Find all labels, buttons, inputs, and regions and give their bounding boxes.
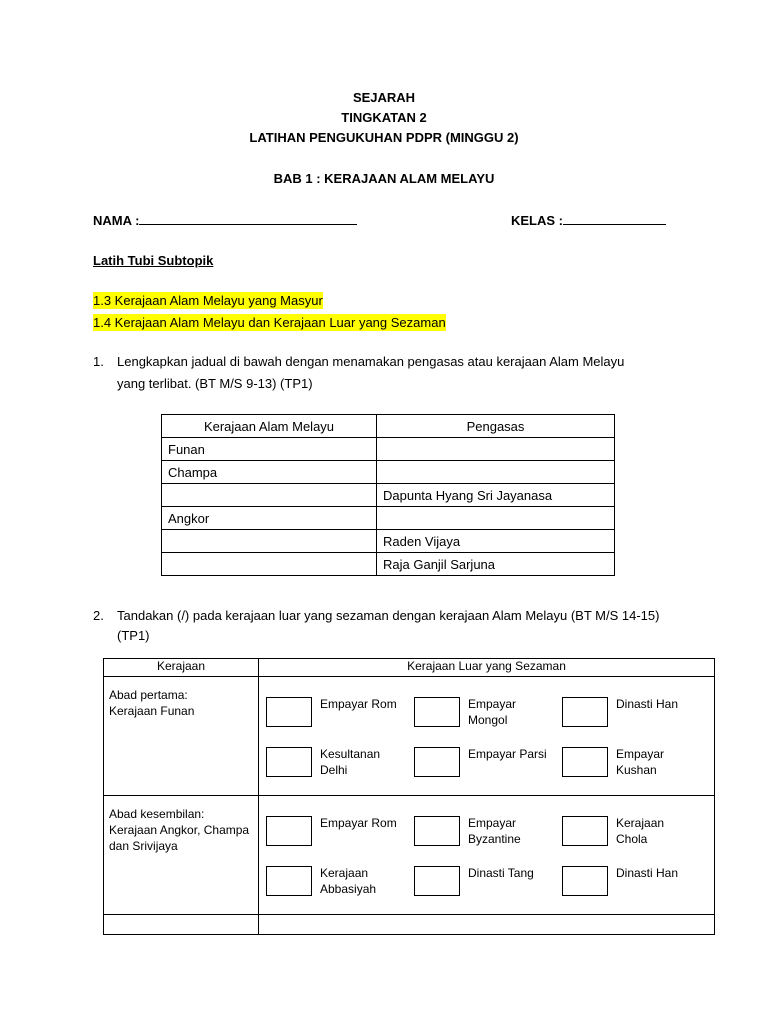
option-label: Dinasti Tang: [468, 866, 534, 880]
option-label: Empayar Parsi: [468, 747, 547, 761]
name-field[interactable]: [93, 212, 357, 228]
class-field[interactable]: [511, 212, 666, 228]
subtopic-2: [93, 315, 446, 330]
table-row: [162, 530, 615, 553]
option-label: Dinasti Han: [616, 866, 679, 880]
subtopic-1-text: 1.3 Kerajaan Alam Melayu yang Masyur: [93, 293, 323, 308]
q2-group-1-options: [259, 677, 715, 796]
q1-table: [161, 414, 615, 576]
q1-cell-founder[interactable]: [377, 438, 615, 461]
form-title: TINGKATAN 2: [341, 110, 427, 125]
checkbox-empayar-mongol[interactable]: [414, 697, 460, 727]
q1-cell-founder[interactable]: [377, 461, 615, 484]
q1-line-1: Lengkapkan jadual di bawah dengan menamakan pengasas atau kerajaan Alam Melayu: [117, 354, 625, 369]
q1-cell-kingdom[interactable]: Champa: [162, 461, 377, 484]
q2-empty-cell[interactable]: [104, 915, 259, 935]
q1-cell-kingdom[interactable]: [162, 484, 377, 507]
exercise-title: LATIHAN PENGUKUHAN PDPR (MINGGU 2): [249, 130, 519, 145]
q1-header-row: [162, 415, 615, 438]
table-row: [104, 915, 715, 935]
name-blank[interactable]: [139, 212, 357, 225]
q2-header-kingdom: Kerajaan: [104, 659, 259, 677]
table-row: [162, 438, 615, 461]
table-row: [162, 484, 615, 507]
q1-header-kingdom: Kerajaan Alam Melayu: [162, 415, 377, 438]
q1-cell-founder[interactable]: [377, 507, 615, 530]
q1-line-2: yang terlibat. (BT M/S 9-13) (TP1): [117, 376, 313, 391]
q2-group-2-options: [259, 796, 715, 915]
table-row: [162, 553, 615, 576]
q2-group-2-era: Abad kesembilan:: [109, 807, 205, 821]
subtopic-2-text: 1.4 Kerajaan Alam Melayu dan Kerajaan Luar yang Sezaman: [93, 315, 446, 330]
class-blank[interactable]: [563, 212, 666, 225]
q1-header-founder: Pengasas: [377, 415, 615, 438]
q1-cell-kingdom[interactable]: Angkor: [162, 507, 377, 530]
q1-cell-founder[interactable]: Raden Vijaya: [377, 530, 615, 553]
q1-cell-founder[interactable]: Raja Ganjil Sarjuna: [377, 553, 615, 576]
q2-line-1: Tandakan (/) pada kerajaan luar yang sezaman dengan kerajaan Alam Melayu (BT M/S 14-15): [117, 608, 660, 623]
option-label: Empayar Kushan: [616, 747, 665, 777]
name-label: NAMA :: [93, 213, 140, 228]
q2-group-1-label: [104, 677, 259, 796]
option-label: Dinasti Han: [616, 697, 679, 711]
option-label: Kerajaan Abbasiyah: [320, 866, 377, 896]
q1-cell-kingdom[interactable]: [162, 553, 377, 576]
q2-header-contemporary: Kerajaan Luar yang Sezaman: [259, 659, 715, 677]
table-row: [104, 677, 715, 796]
checkbox-dinasti-han-1[interactable]: [562, 697, 608, 727]
q2-number: 2.: [93, 608, 104, 623]
q2-table: [103, 658, 715, 935]
checkbox-kerajaan-chola[interactable]: [562, 816, 608, 846]
checkbox-empayar-kushan[interactable]: [562, 747, 608, 777]
q2-group-1-kingdom: Kerajaan Funan: [109, 704, 195, 718]
drill-title: Latih Tubi Subtopik: [93, 253, 214, 268]
class-label: KELAS :: [511, 213, 563, 228]
q2-line-2: (TP1): [117, 628, 150, 643]
subtopic-1: [93, 293, 323, 308]
table-row: [162, 461, 615, 484]
table-row: [162, 507, 615, 530]
checkbox-empayar-rom-1[interactable]: [266, 697, 312, 727]
option-label: Empayar Rom: [320, 816, 397, 830]
checkbox-dinasti-han-2[interactable]: [562, 866, 608, 896]
checkbox-empayar-rom-2[interactable]: [266, 816, 312, 846]
q2-group-2-label: [104, 796, 259, 915]
q2-group-2-kingdom: Kerajaan Angkor, Champa dan Srivijaya: [109, 823, 250, 853]
option-label: Empayar Rom: [320, 697, 397, 711]
q1-cell-kingdom[interactable]: [162, 530, 377, 553]
checkbox-kesultanan-delhi[interactable]: [266, 747, 312, 777]
subject-title: SEJARAH: [352, 90, 416, 105]
q1-number: 1.: [93, 354, 104, 369]
q2-group-1-era: Abad pertama:: [109, 688, 188, 702]
option-label: Kesultanan Delhi: [320, 747, 381, 777]
q2-header-row: [104, 659, 715, 677]
chapter-title: BAB 1 : KERAJAAN ALAM MELAYU: [273, 171, 495, 186]
checkbox-kerajaan-abbasiyah[interactable]: [266, 866, 312, 896]
q1-cell-kingdom[interactable]: Funan: [162, 438, 377, 461]
table-row: [104, 796, 715, 915]
checkbox-empayar-byzantine[interactable]: [414, 816, 460, 846]
q2-empty-cell[interactable]: [259, 915, 715, 935]
option-label: Empayar Byzantine: [468, 816, 521, 846]
option-label: Kerajaan Chola: [616, 816, 665, 846]
checkbox-empayar-parsi[interactable]: [414, 747, 460, 777]
option-label: Empayar Mongol: [468, 697, 517, 727]
checkbox-dinasti-tang[interactable]: [414, 866, 460, 896]
q1-cell-founder[interactable]: Dapunta Hyang Sri Jayanasa: [377, 484, 615, 507]
